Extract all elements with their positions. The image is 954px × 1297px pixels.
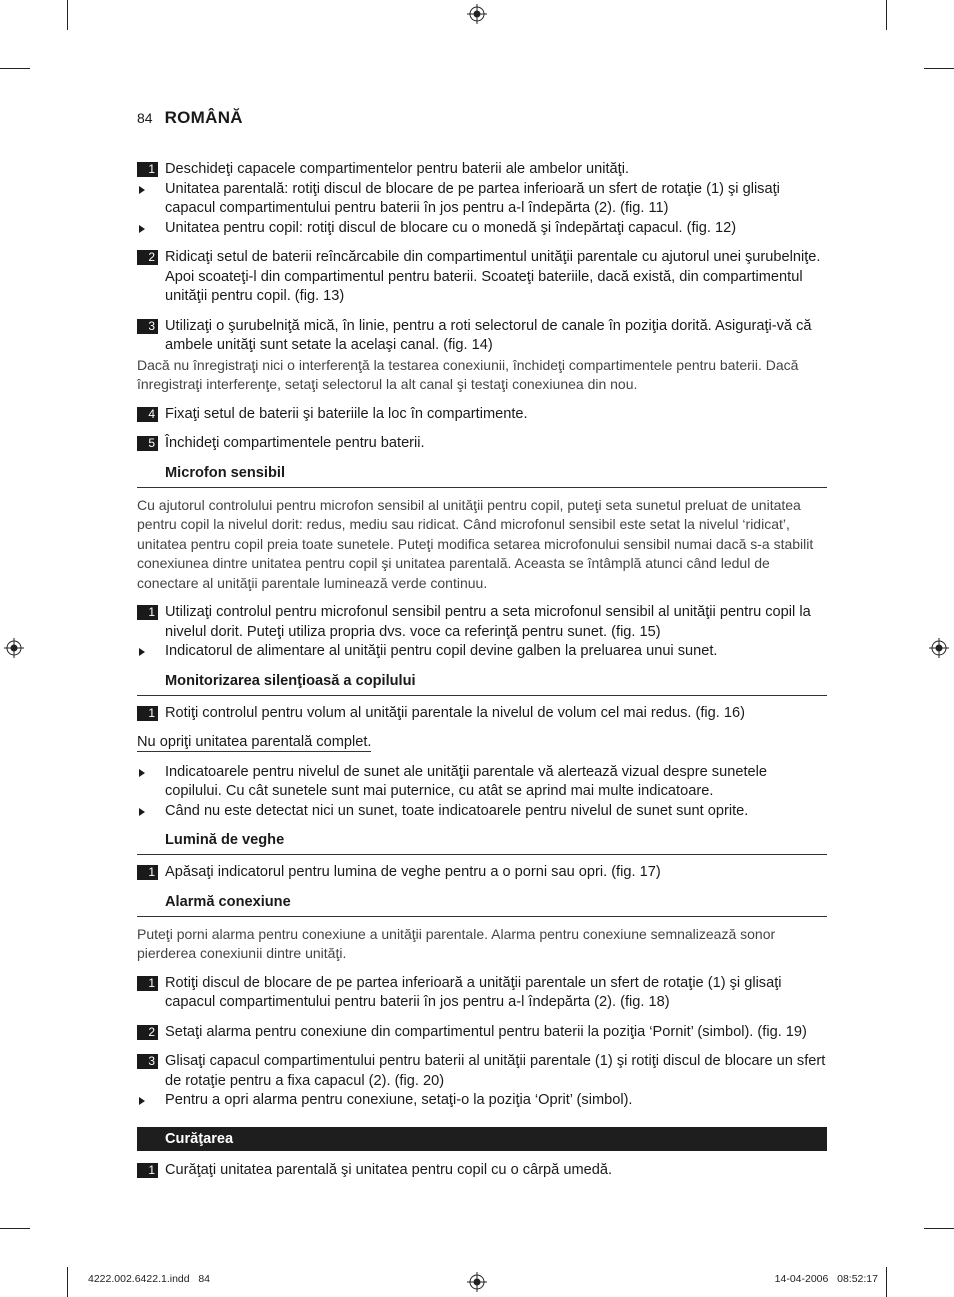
step-text: Rotiţi discul de blocare de pe partea inferioară a unităţii parentale un sfert de rotaţie (1) şi glisaţi capacul compartimentului pentru baterii în jos pentru a-l îndepărta (2). (fig. 18): [165, 974, 782, 1010]
crop-mark: [886, 0, 887, 30]
crop-mark: [67, 0, 68, 30]
step-item: [137, 974, 827, 1013]
step-number: 1: [137, 976, 158, 991]
registration-mark-icon: [467, 1272, 487, 1292]
subsection-title: Monitorizarea silenţioasă a copilului: [137, 672, 827, 696]
crop-mark: [0, 1228, 30, 1229]
registration-mark-icon: [4, 638, 24, 658]
crop-mark: [0, 68, 30, 69]
step-number: 1: [137, 865, 158, 880]
step-text: Setaţi alarma pentru conexiune din compartimentul pentru baterii la poziţia ‘Pornit’ (simbol). (fig. 19): [165, 1023, 807, 1040]
intro-text: Cu ajutorul controlului pentru microfon sensibil al unităţii pentru copil, puteţi seta sunetul preluat de unitatea pentru copil la nivelul dorit: redus, mediu sau ridicat. Când microfonul sensibil este setat la nivelul ‘ridicat’, unitatea pentru copil preia toate sunetele. Puteţi modifica setarea microfonului sensibil numai dacă s-a stabilit conexiunea dintre unitatea pentru copil şi unitatea parentală. Aceasta se întâmplă atunci când ledul de conectare al unităţii parentale luminează verde continuu.: [137, 496, 814, 591]
step-text: Apăsaţi indicatorul pentru lumina de veghe pentru a o porni sau opri. (fig. 17): [165, 864, 661, 880]
section-title: Curăţarea: [137, 1127, 827, 1151]
bullet-item: Pentru a opri alarma pentru conexiune, setaţi-o la poziţia ‘Oprit’ (simbol).: [137, 1091, 827, 1111]
step-item: [137, 704, 827, 724]
step-item: [137, 160, 827, 180]
step-number: 3: [137, 1054, 158, 1069]
step-item: [137, 405, 827, 425]
step-item: [137, 317, 827, 356]
registration-mark-icon: [929, 638, 949, 658]
step-number: 1: [137, 162, 158, 177]
footer-file-info: 4222.002.6422.1.indd 84: [88, 1273, 211, 1285]
crop-mark: [924, 68, 954, 69]
step-number: 4: [137, 407, 158, 422]
bullet-item: Unitatea parentală: rotiţi discul de blocare de pe partea inferioară un sfert de rotaţie (1) şi glisaţi capacul compartimentului pentru baterii în jos pentru a-l îndepărta (2). (fig. 11): [137, 180, 827, 219]
step-text: Utilizaţi controlul pentru microfonul sensibil pentru a seta microfonul sensibil al unităţii pentru copil la nivelul dorit. Puteţi utiliza propria dvs. voce ca referinţă pentru sunet. (fig. 15): [165, 604, 811, 640]
bullet-item: Indicatoarele pentru nivelul de sunet ale unităţii parentale vă alertează vizual despre sunetele copilului. Cu cât sunetele sunt mai puternice, cu atât se aprind mai multe indicatoare.: [137, 763, 827, 802]
step-item: [137, 1023, 827, 1043]
step-number: 1: [137, 1163, 158, 1178]
page-header: [137, 108, 243, 132]
bullet-item: Când nu este detectat nici un sunet, toate indicatoarele pentru nivelul de sunet sunt oprite.: [137, 802, 827, 822]
step-text: Deschideţi capacele compartimentelor pentru baterii ale ambelor unităţi.: [165, 161, 629, 177]
subsection-title: Microfon sensibil: [137, 464, 827, 488]
step-text: Rotiţi controlul pentru volum al unităţii parentale la nivelul de volum cel mai redus. (fig. 16): [165, 704, 745, 721]
step-text: Închideţi compartimentele pentru baterii.: [165, 435, 425, 451]
crop-mark: [924, 1228, 954, 1229]
note-text: Dacă nu înregistraţi nici o interferenţă la testarea conexiunii, închideţi compartimentele pentru baterii. Dacă înregistraţi interferenţe, setaţi selectorul la alt canal şi testaţi conexiunea din nou.: [137, 356, 799, 392]
step-item: [137, 434, 827, 454]
step-item: [137, 248, 827, 307]
step-number: 1: [137, 605, 158, 620]
page-number: 84: [137, 110, 153, 126]
step-number: 2: [137, 1025, 158, 1040]
step-number: 1: [137, 706, 158, 721]
note-text: [137, 733, 827, 753]
step-number: 3: [137, 319, 158, 334]
step-text: Utilizaţi o şurubelniţă mică, în linie, pentru a roti selectorul de canale în poziţia dorită. Asiguraţi-vă că ambele unităţi sunt setate la acelaşi canal. (fig. 14): [165, 317, 812, 353]
subsection-title: Alarmă conexiune: [137, 893, 827, 917]
intro-text: Puteţi porni alarma pentru conexiune a unităţii parentale. Alarma pentru conexiune semnalizează sonor pierderea conexiunii dintre unităţi.: [137, 925, 776, 961]
bullet-item: Indicatorul de alimentare al unităţii pentru copil devine galben la preluarea unui sunet.: [137, 642, 827, 662]
step-number: 2: [137, 250, 158, 265]
step-number: 5: [137, 436, 158, 451]
step-text: Ridicaţi setul de baterii reîncărcabile din compartimentul unităţii parentale cu ajutorul unei şurubelniţe. Apoi scoateţi-l din compartimentul pentru baterii. Scoateţi bateriile, dacă există, din compartimentul unităţii pentru copil. (fig. 13): [165, 249, 821, 304]
crop-mark: [886, 1267, 887, 1297]
step-item: [137, 863, 827, 883]
step-item: [137, 1052, 827, 1091]
step-text: Fixaţi setul de baterii şi bateriile la loc în compartimente.: [165, 405, 528, 422]
step-item: [137, 603, 827, 642]
bullet-item: Unitatea pentru copil: rotiţi discul de blocare cu o monedă şi îndepărtaţi capacul. (fig. 12): [137, 219, 827, 239]
footer-timestamp: 14-04-2006 08:52:17: [774, 1273, 878, 1285]
language-title: ROMÂNĂ: [164, 108, 243, 127]
crop-mark: [67, 1267, 68, 1297]
step-item: [137, 1161, 827, 1181]
note-underlined: Nu opriţi unitatea parentală complet.: [137, 734, 372, 750]
subsection-title: Lumină de veghe: [137, 831, 827, 855]
page-content: [137, 160, 827, 1190]
step-text: Glisaţi capacul compartimentului pentru baterii al unităţii parentale (1) şi rotiţi discul de blocare un sfert de rotaţie pentru a fixa capacul (2). (fig. 20): [165, 1053, 826, 1089]
step-text: Curăţaţi unitatea parentală şi unitatea pentru copil cu o cârpă umedă.: [165, 1161, 613, 1178]
registration-mark-icon: [467, 4, 487, 24]
